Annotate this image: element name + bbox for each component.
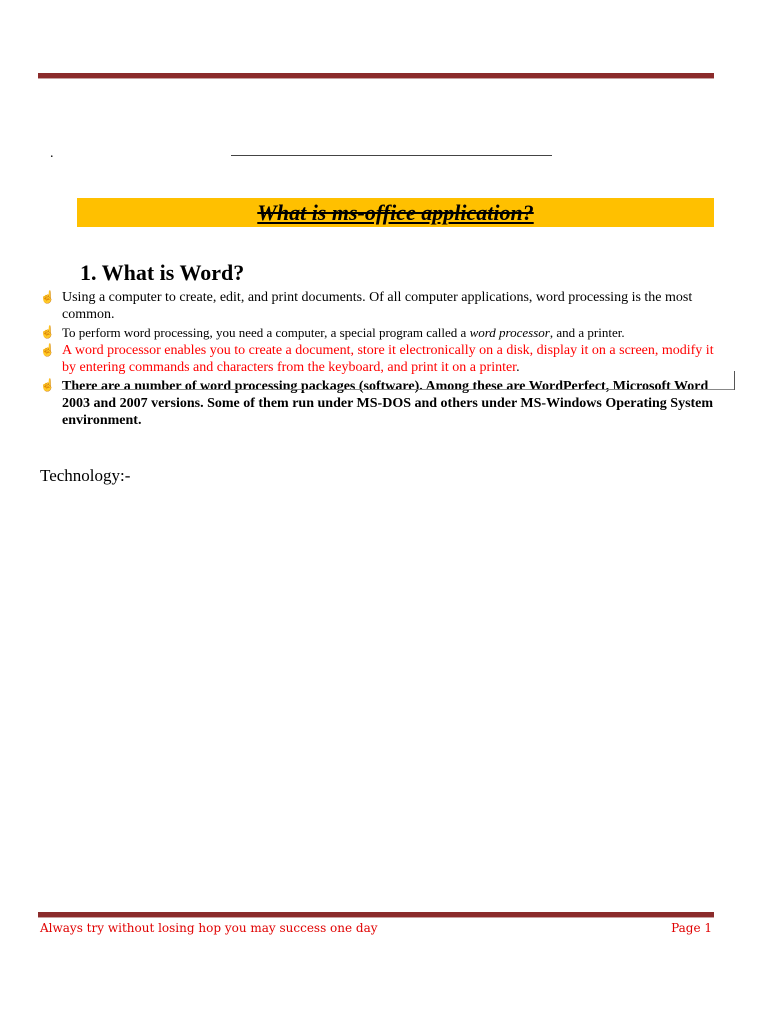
item-text-red: A word processor enables you to create a document, store it electronically on a disk, display it on a screen, modify it by entering commands and characters from the keyboard, and print it on a printer	[62, 343, 714, 375]
callout-line	[62, 389, 734, 390]
blank-underline	[231, 155, 552, 156]
list-item	[62, 324, 714, 341]
list-item: Using a computer to create, edit, and print documents. Of all computer applications, word processing is the most common.	[62, 290, 693, 322]
section-heading: 1. What is Word?	[80, 260, 245, 285]
pointing-hand-icon: ☝	[40, 343, 55, 357]
pointing-hand-icon: ☝	[40, 290, 55, 304]
banner-title: What is ms-office application?	[257, 200, 534, 225]
pointing-hand-icon: ☝	[40, 325, 55, 339]
item-text: To perform word processing, you need a computer, a special program called a	[62, 325, 470, 340]
callout-tick	[734, 371, 735, 390]
technology-label: Technology:-	[40, 466, 131, 485]
footer-motto: Always try without losing hop you may success one day	[40, 921, 378, 935]
pointing-hand-icon: ☝	[40, 378, 55, 392]
page-number: Page 1	[671, 921, 712, 935]
item-text-end: , and a printer.	[549, 325, 625, 340]
list-item: There are a number of word processing packages (software). Among these are WordPerfect, Microsoft Word 2003 and 2007 versions. Some of them run under MS-DOS and others under MS-Windows Operating System environment.	[62, 379, 714, 428]
title-banner	[77, 198, 714, 227]
header-rule	[38, 73, 714, 79]
item-italic-term: word processor	[469, 325, 550, 340]
footer-rule	[38, 912, 714, 918]
stray-dot: .	[50, 146, 54, 161]
list-item	[62, 342, 714, 376]
item-period: .	[516, 360, 520, 375]
